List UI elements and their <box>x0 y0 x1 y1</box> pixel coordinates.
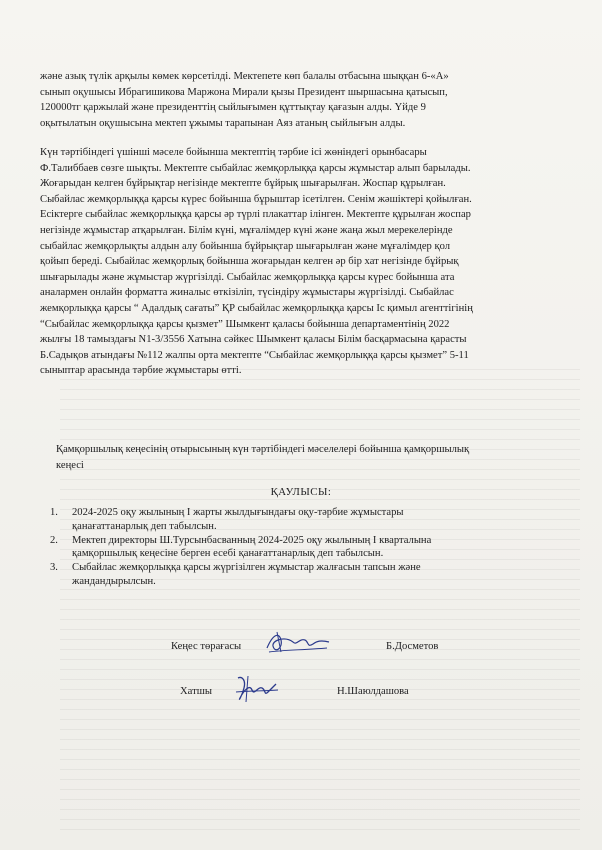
paragraph-line: “Сыбайлас жемқорлыққа қарсы қызмет” Шымкент қаласы бойынша департаментінің 2022 <box>40 318 450 330</box>
intro-line: және азық түлік арқылы көмек көрсетілді. Мектепете көп балалы отбасына шыққан 6-«А» <box>40 71 449 82</box>
council-conclusion-paragraph <box>56 442 566 473</box>
secretary-name: Н.Шаюлдашова <box>337 686 409 697</box>
paragraph-line: Жоғарыдан келген бұйрықтар негізінде мектепте бұйрық шығарылған. Жоспар құрылған. <box>40 178 446 190</box>
paragraph-line: шығарылады және жұмыстар жүргізілді. Сыбайлас жемқорлыққа қарсы күрес бойынша ата <box>40 271 455 283</box>
paragraph-line: қойып береді. Сыбайлас жемқорлық бойынша жоғарыдан келген әр бір хат негізінде бұйрық <box>40 256 459 268</box>
intro-paragraph <box>40 69 564 131</box>
conclusion-line: Қамқоршылық кеңесінің отырысының күн тәртібіндегі мәселелері бойынша қамқоршылық <box>56 444 470 455</box>
decision-item <box>50 534 550 562</box>
decision-text-line: қамқоршылық кеңесіне берген есебі қанағаттанарлық деп табылсын. <box>72 548 384 560</box>
paragraph-line: негізінде жұмыстар атқарылған. Білім күні, мұғалімдер күні және жаңа жыл мерекелерінде <box>40 224 453 236</box>
paragraph-line: Күн тәртібіндегі үшінші мәселе бойынша мектептің тәрбие ісі жөніндегі орынбасары <box>40 147 427 158</box>
decision-list <box>50 506 550 589</box>
paragraph-line: Есіктерге сыбайлас жемқорлыққа қарсы әр түрлі плакаттар ілінген. Мектепте құрылған жоспар <box>40 209 471 221</box>
bleed-through-texture <box>60 360 580 830</box>
chair-name: Б.Досметов <box>386 641 439 652</box>
intro-line: оқытылатын оқушысына мектеп ұжымы тарапынан Аяз атаның сыйлығын алды. <box>40 117 406 129</box>
paragraph-line: Б.Садықов атындағы №112 жалпы орта мектепте “Сыбайлас жемқорлыққа қарсы қызмет” 5-11 <box>40 349 469 361</box>
paragraph-line: жемқорлыққа қарсы “ Адалдық сағаты” ҚР сыбайлас жемқорлыққа қарсы Іс қимыл агенттігінің <box>40 302 473 314</box>
paragraph-line: сыбайлас жемқорлықты алдын алу бойынша бұйрықтар шығарылған және мұғалімдер қол <box>40 240 451 252</box>
decision-number: 3. <box>50 562 58 574</box>
decision-item <box>50 561 550 589</box>
decision-text-line: қанағаттанарлық деп табылсын. <box>72 520 217 532</box>
decision-number: 1. <box>50 507 58 518</box>
decision-text-line: 2024-2025 оқу жылының І жарты жылдығындағы оқу-тәрбие жұмыстары <box>72 507 404 518</box>
decision-number: 2. <box>50 534 58 546</box>
paragraph-line: сыныптар арасында тәрбие жұмыстары өтті. <box>40 365 242 377</box>
chair-signature-icon <box>263 626 333 660</box>
intro-line: сынып оқушысы Ибрагишикова Маржона Мирали қызы Президент шыршасына қатысып, <box>40 86 448 98</box>
decision-item <box>50 506 550 534</box>
paragraph-line: Ф.Талиббаев сөзге шықты. Мектепте сыбайлас жемқорлыққа қарсы жұмыстар алып барылады. <box>40 162 471 174</box>
decision-text-line: Сыбайлас жемқорлыққа қарсы жүргізілген жұмыстар жалғасын тапсын және <box>72 562 421 574</box>
decision-text-line: жандандырылсын. <box>72 575 156 587</box>
paragraph-line: аналармен онлайн форматта жиналыс өткізіліп, түсіндіру жұмыстары жүргізілді. Сыбайлас <box>40 287 454 299</box>
secretary-signature-icon <box>232 672 280 706</box>
paragraph-line: жылғы 18 тамыздағы N1-3/3556 Хатына сәйкес Шымкент қаласы Білім басқармасына қарасты <box>40 334 467 346</box>
conclusion-line: кеңесі <box>56 459 84 471</box>
chair-role-label: Кеңес төрағасы <box>171 641 242 652</box>
secretary-role-label: Хатшы <box>180 686 212 697</box>
decision-title: ҚАУЛЫСЫ: <box>270 486 332 498</box>
intro-line: 120000тг қаржылай және президенттің сыйлығымен құттықтау қағазын алды. Үйде 9 <box>40 102 426 114</box>
decision-text-line: Мектеп директоры Ш.Турсынбасванның 2024-2025 оқу жылының І кварталына <box>72 534 432 546</box>
third-item-paragraph <box>40 145 564 379</box>
paragraph-line: Сыбайлас жемқорлыққа қарсы күрес бойынша бұрыштар ісетілген. Сенім жәшіктері қойылған. <box>40 193 472 205</box>
